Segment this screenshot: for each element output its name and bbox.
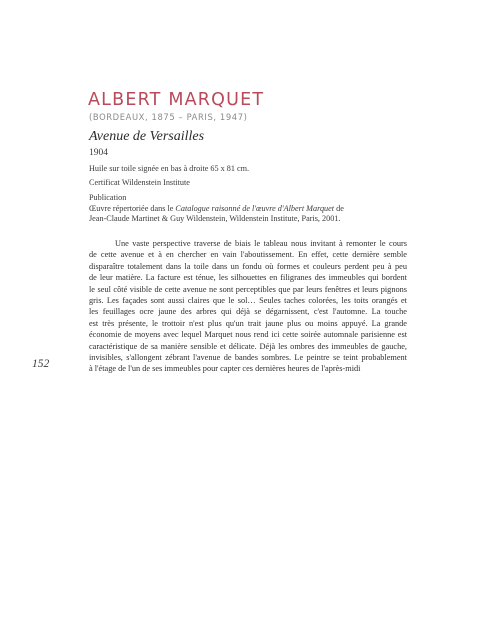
- body-line: de leur matière. La facture est ténue, les silhouettes en filigranes des immeubles qui bordent: [89, 273, 407, 283]
- body-line: le seul côté visible de cette avenue ne sont perceptibles que par leurs fenêtres et leurs pignons: [89, 284, 407, 294]
- catalogue-title: Catalogue raisonné de l'œuvre d'Albert Marquet: [175, 203, 335, 213]
- publication-heading: Publication: [89, 193, 127, 202]
- publication-line-1-before: Œuvre répertoriée dans le: [89, 203, 176, 213]
- body-line: gris. Les façades sont aussi claires que le sol… Seules taches colorées, les toits orangés et: [89, 295, 407, 305]
- artwork-year: 1904: [89, 148, 108, 158]
- body-line: les feuillages ocre jaune des arbres qui déjà se dégarnissent, c'est l'automne. La touche: [89, 307, 407, 317]
- artwork-title: Avenue de Versailles: [89, 129, 205, 144]
- body-line: invisibles, s'allongent zébrant l'avenue de bandes sombres. Le peintre se teint probablement: [89, 352, 407, 362]
- publication-line-2: Jean-Claude Martinet & Guy Wildenstein, Wildenstein Institute, Paris, 2001.: [89, 214, 341, 223]
- body-line: Une vaste perspective traverse de biais le tableau nous invitant à remonter le cours: [115, 239, 407, 248]
- artist-dates: (BORDEAUX, 1875 – PARIS, 1947): [89, 112, 248, 122]
- publication-line-1: [89, 204, 344, 215]
- page-number: 152: [32, 358, 50, 370]
- artwork-certificate: Certificat Wildenstein Institute: [89, 178, 190, 187]
- body-line: est très présente, le trottoir n'est plus qu'un trait jaune plus ou moins appuyé. La grande: [89, 318, 407, 328]
- body-line: caractéristique de sa manière sensible et délicate. Déjà les ombres des immeubles de gauche,: [89, 341, 407, 351]
- body-line: de cette avenue et à en chercher en vain l'aboutissement. En effet, cette dernière semble: [89, 250, 407, 260]
- artist-name: ALBERT MARQUET: [88, 90, 265, 110]
- publication-line-1-after: de: [334, 203, 344, 213]
- body-line: à l'étage de l'un de ses immeubles pour capter ces dernières heures de l'après-midi: [89, 364, 361, 374]
- body-text: [89, 238, 407, 375]
- body-line: économie de moyens avec lequel Marquet nous rend ici cette soirée automnale parisienne est: [89, 330, 407, 340]
- body-line: disparaître totalement dans la toile dans un fondu où formes et couleurs perdent peu à peu: [89, 261, 407, 271]
- artwork-medium: Huile sur toile signée en bas à droite 65 x 81 cm.: [89, 164, 250, 173]
